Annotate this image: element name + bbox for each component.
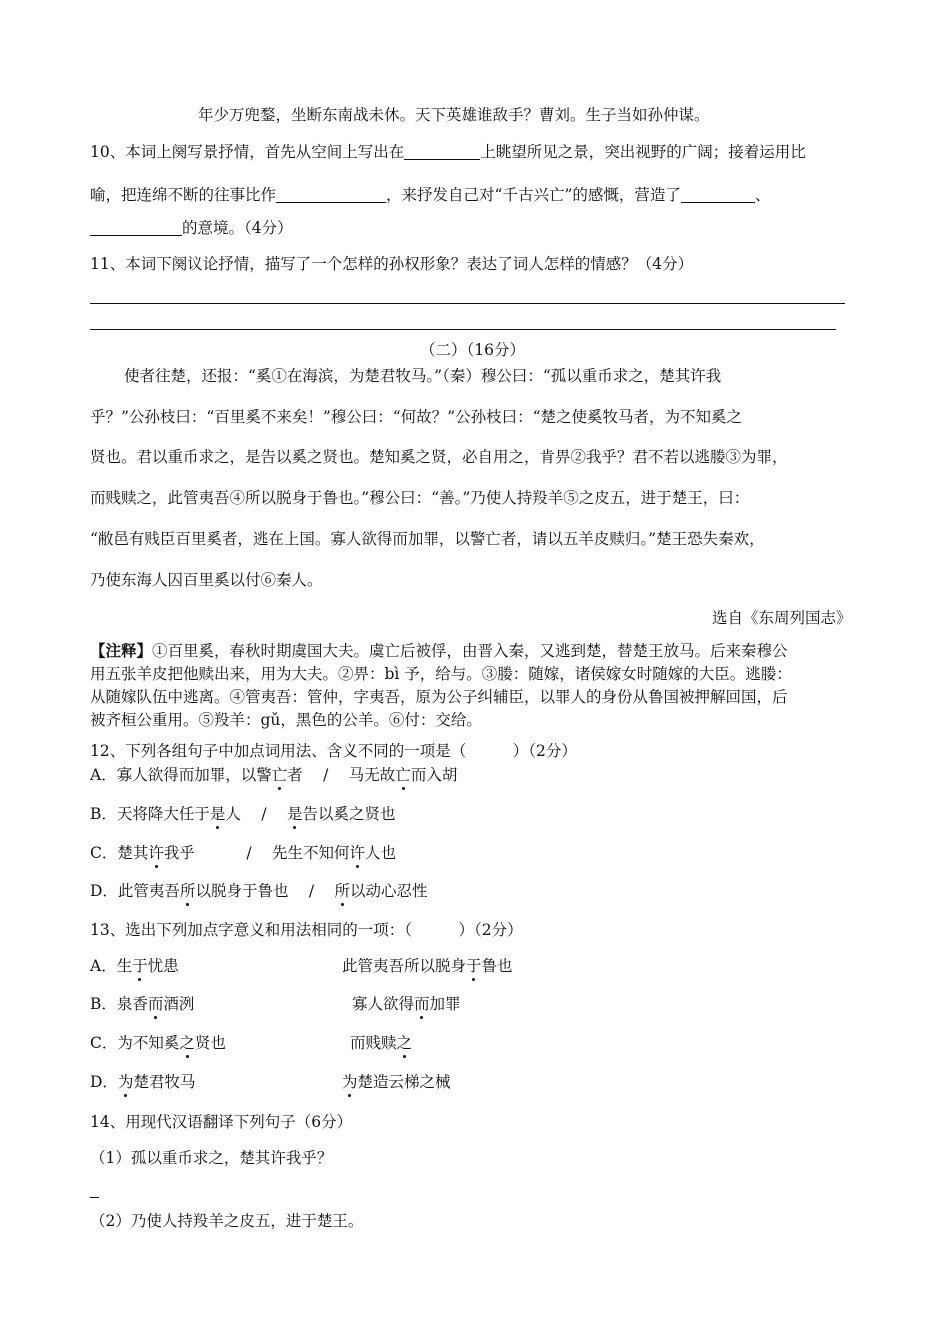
answer-line[interactable]: [90, 329, 836, 330]
source-citation: 选自《东周列国志》: [712, 609, 852, 627]
question-13-option-c-right: 而贱赎之: [350, 1031, 412, 1053]
question-12-option-d[interactable]: D．此管夷吾所以脱身于鲁也 / 所以动心忍性: [90, 879, 428, 901]
notes-line: 从随嫁队伍中逃离。④管夷吾：管仲，字夷吾，原为公子纠辅臣，以罪人的身份从鲁国被押解回国，后: [90, 688, 788, 706]
notes-line-1: 【注释】①百里奚，春秋时期虞国大夫。虞亡后被俘，由晋入秦，又逃到楚，替楚王放马。后来秦穆公: [90, 641, 788, 660]
question-13-option-d-left[interactable]: D．为楚君牧马: [90, 1070, 195, 1092]
notes-label: 【注释】: [90, 641, 153, 660]
question-10-line-3: 的意境。（4分）: [90, 216, 293, 238]
question-10-line-1: 10、本词上阕写景抒情，首先从空间上写出在 上眺望所见之景，突出视野的广阔；接着运用比: [90, 143, 806, 161]
passage-line: “敝邑有贱臣百里奚者，逃在上国。寡人欲得而加罪，以警亡者，请以五羊皮赎归。”楚王恐失秦欢，: [90, 530, 765, 548]
question-13-option-a-left[interactable]: A．生于忧患: [90, 954, 179, 976]
answer-blank[interactable]: [404, 143, 480, 160]
answer-blank[interactable]: [90, 219, 182, 236]
answer-blank[interactable]: [276, 186, 386, 203]
passage-line: 乃使东海人囚百里奚以付⑥秦人。: [90, 571, 323, 589]
question-12-option-a[interactable]: A．寡人欲得而加罪，以警亡者 / 马无故亡而入胡: [90, 763, 457, 785]
poem-line: 年少万兜鍪，坐断东南战未休。天下英雄谁敌手？曹刘。生子当如孙仲谋。: [198, 106, 710, 124]
passage-line: 乎？”公孙枝曰：“百里奚不来矣！”穆公曰：“何故？”公孙枝曰：“楚之使奚牧马者，为不知奚之: [90, 408, 743, 426]
answer-blank[interactable]: [681, 186, 755, 203]
translate-sentence-1: （1）孤以重币求之，楚其许我乎？: [90, 1149, 333, 1167]
question-11: 11、本词下阕议论抒情，描写了一个怎样的孙权形象？表达了词人怎样的情感？（4分）: [90, 255, 694, 273]
question-13-option-b-left[interactable]: B．泉香而酒洌: [90, 992, 194, 1014]
question-10-line-2: 喻，把连绵不断的往事比作 ，来抒发自己对“千古兴亡”的感慨，营造了 、: [90, 186, 771, 204]
question-13-option-a-right: 此管夷吾所以脱身于鲁也: [342, 954, 513, 976]
question-12-option-b[interactable]: B．天将降大任于是人 / 是告以奚之贤也: [90, 802, 396, 824]
notes-line: 被齐桓公重用。⑤羖羊：gǔ，黑色的公羊。⑥付：交给。: [90, 711, 482, 729]
answer-line[interactable]: [90, 1197, 99, 1198]
question-12: 12、下列各组句子中加点词用法、含义不同的一项是（ ）（2分）: [90, 742, 577, 760]
question-13: 13、选出下列加点字意义和用法相同的一项：（ ）（2分）: [90, 921, 523, 939]
translate-sentence-2: （2）乃使人持羖羊之皮五，进于楚王。: [90, 1212, 364, 1230]
question-13-option-b-right: 寡人欲得而加罪: [352, 992, 461, 1014]
question-12-option-c[interactable]: C．楚其许我乎 / 先生不知何许人也: [90, 841, 396, 863]
passage-line: 贤也。君以重币求之，是告以奚之贤也。楚知奚之贤，必自用之，肯畀②我乎？君不若以逃媵③为罪，: [90, 448, 788, 466]
answer-line[interactable]: [90, 303, 845, 304]
passage-line: 使者往楚，还报：“奚①在海滨，为楚君牧马。”（秦）穆公曰：“孤以重币求之，楚其许我: [124, 367, 722, 385]
notes-line: 用五张羊皮把他赎出来，用为大夫。②畀：bì 予，给与。③媵：随嫁，诸侯嫁女时随嫁的大臣。逃媵：: [90, 665, 792, 683]
question-13-option-c-left[interactable]: C．为不知奚之贤也: [90, 1031, 226, 1053]
passage-line: 而贱赎之，此管夷吾④所以脱身于鲁也。”穆公曰：“善。”乃使人持羖羊⑤之皮五，进于楚王，曰：: [90, 489, 750, 507]
section-title: （二）（16分）: [420, 341, 525, 359]
question-13-option-d-right: 为楚造云梯之械: [342, 1070, 451, 1092]
question-14: 14、用现代汉语翻译下列句子（6分）: [90, 1113, 353, 1131]
